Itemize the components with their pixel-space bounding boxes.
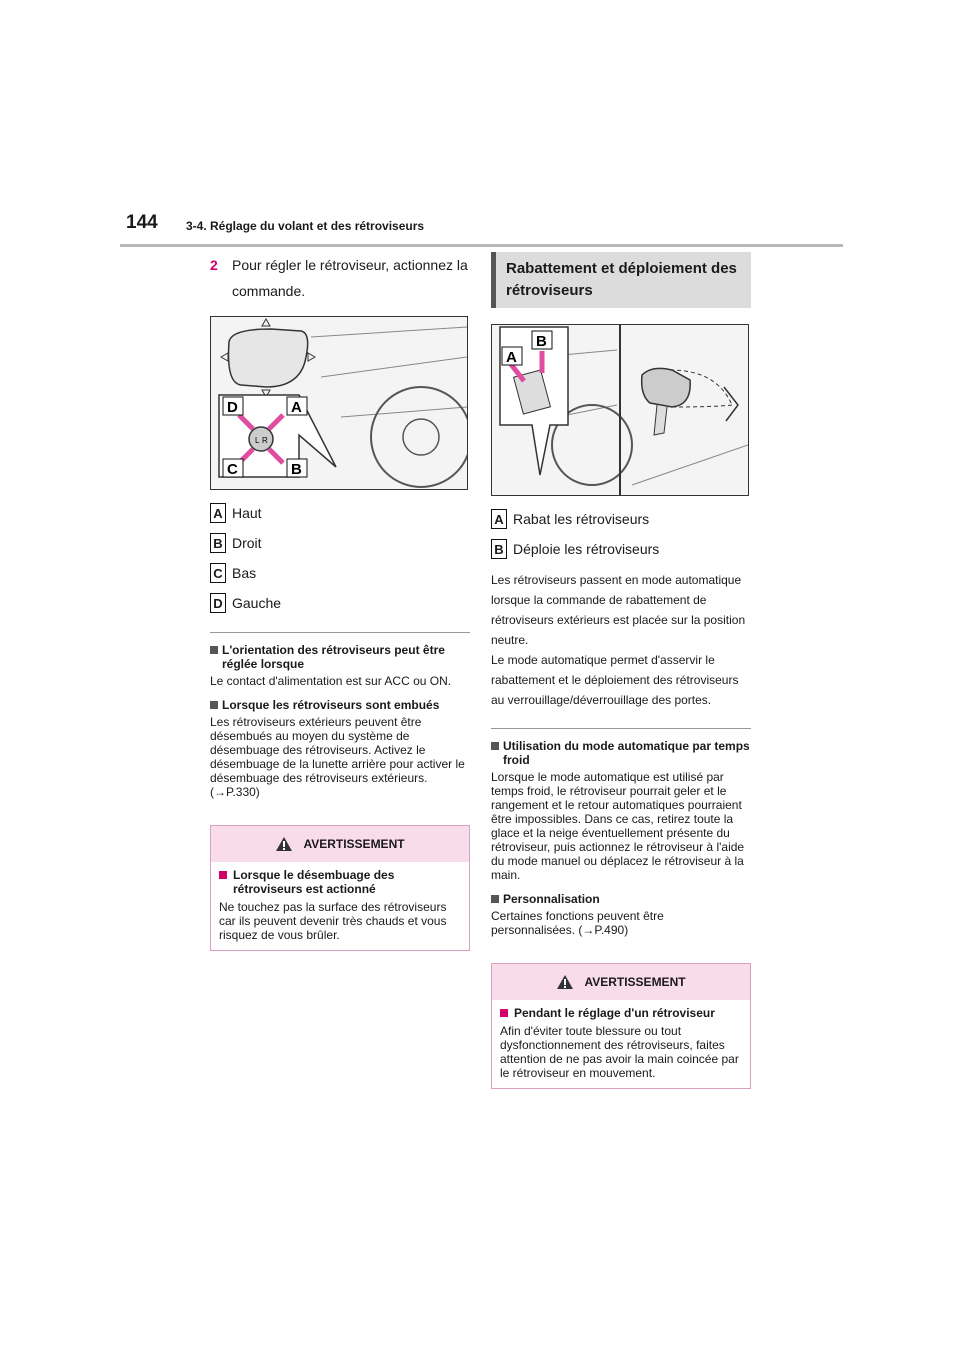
legend-label: Gauche — [232, 595, 282, 611]
legend-key: A — [210, 503, 226, 523]
label-b: B — [536, 333, 547, 350]
switch-icon — [249, 427, 273, 451]
note-title: Personnalisation — [491, 892, 751, 906]
label-c: C — [227, 461, 238, 478]
legend-label: Haut — [232, 505, 262, 521]
warning-subtitle: Pendant le réglage d'un rétroviseur — [500, 1006, 742, 1020]
label-b: B — [291, 461, 302, 478]
left-column — [210, 252, 470, 951]
legend-key: D — [210, 593, 226, 613]
page-number: 144 — [126, 212, 158, 233]
note-body: Les rétroviseurs extérieurs peuvent être désembués au moyen du système de désembuage des rétroviseurs. Activez le désembuage de la lunette arrière pour activer le désembuage des rétroviseurs extérieurs. (→P.330) — [210, 715, 465, 799]
bullet-square-icon — [219, 871, 227, 879]
legend-label: Bas — [232, 565, 257, 581]
note-title: L'orientation des rétroviseurs peut être réglée lorsque — [210, 643, 470, 671]
mirror-fold-illustration — [491, 324, 749, 496]
note-title: Utilisation du mode automatique par temps froid — [491, 739, 751, 767]
warning-text: Afin d'éviter toute blessure ou tout dysfonctionnement des rétroviseurs, faites attention de ne pas avoir la main coincée par le rétroviseur en mouvement. — [500, 1024, 739, 1080]
step-text: Pour régler le rétroviseur, actionnez la commande. — [232, 257, 468, 299]
bullet-square-icon — [210, 646, 218, 654]
legend-item — [210, 498, 470, 528]
note-body: Certaines fonctions peuvent être personnalisées. (→P.490) — [491, 909, 664, 937]
legend-label: Rabat les rétroviseurs — [513, 511, 650, 527]
fold-legend — [491, 504, 751, 564]
section-title: Rabattement et déploiement des rétroviseurs — [491, 252, 751, 308]
warning-text: Ne touchez pas la surface des rétroviseurs car ils peuvent devenir très chauds et vous risquez de vous brûler. — [219, 900, 447, 942]
legend-item — [491, 534, 751, 564]
mirror-adjust-illustration — [210, 316, 468, 490]
direction-legend — [210, 498, 470, 618]
bullet-square-icon — [210, 701, 218, 709]
warning-box — [210, 825, 470, 951]
legend-key: A — [491, 509, 507, 529]
legend-key: B — [491, 539, 507, 559]
right-column — [491, 252, 751, 1089]
section-divider — [210, 632, 470, 633]
warning-subtitle: Lorsque le désembuage des rétroviseurs est actionné — [219, 868, 461, 896]
svg-text:R: R — [262, 436, 268, 445]
legend-label: Droit — [232, 535, 262, 551]
note-title: Lorsque les rétroviseurs sont embués — [210, 698, 470, 712]
label-a: A — [506, 349, 517, 366]
legend-key: C — [210, 563, 226, 583]
chapter-title: 3-4. Réglage du volant et des rétroviseurs — [186, 219, 425, 233]
legend-item — [210, 588, 470, 618]
legend-item — [210, 528, 470, 558]
warning-header: AVERTISSEMENT — [211, 826, 469, 862]
legend-label: Déploie les rétroviseurs — [513, 541, 660, 557]
note-body: Le contact d'alimentation est sur ACC ou ON. — [210, 674, 452, 688]
label-d: D — [227, 399, 238, 416]
label-a: A — [291, 399, 302, 416]
legend-key: B — [210, 533, 226, 553]
warning-triangle-icon — [275, 836, 293, 852]
paragraph: Les rétroviseurs passent en mode automatique lorsque la commande de rabattement de rétroviseurs extérieurs est placée sur la position neutre. — [491, 573, 746, 647]
note-body: Lorsque le mode automatique est utilisé par temps froid, le rétroviseur pourrait geler et le rangement et le retour automatiques pourraient être impossibles. Dans ce cas, retirez toute la glace et la neige éventuellement présente du rétroviseur, puis actionnez le rétroviseur à l'aide du mode manuel ou déplacez le rétroviseur à la main. — [491, 770, 745, 882]
bullet-square-icon — [491, 895, 499, 903]
step-number: 2 — [210, 257, 218, 273]
warning-box — [491, 963, 751, 1089]
legend-item — [491, 504, 751, 534]
header-rule — [120, 244, 843, 247]
legend-item — [210, 558, 470, 588]
warning-header: AVERTISSEMENT — [492, 964, 750, 1000]
warning-triangle-icon — [556, 974, 574, 990]
paragraph: Le mode automatique permet d'asservir le rabattement et le déploiement des rétroviseurs au verrouillage/déverrouillage des portes. — [491, 653, 739, 707]
bullet-square-icon — [500, 1009, 508, 1017]
svg-text:L: L — [255, 436, 260, 445]
bullet-square-icon — [491, 742, 499, 750]
step-2 — [210, 252, 470, 304]
section-divider — [491, 728, 751, 729]
